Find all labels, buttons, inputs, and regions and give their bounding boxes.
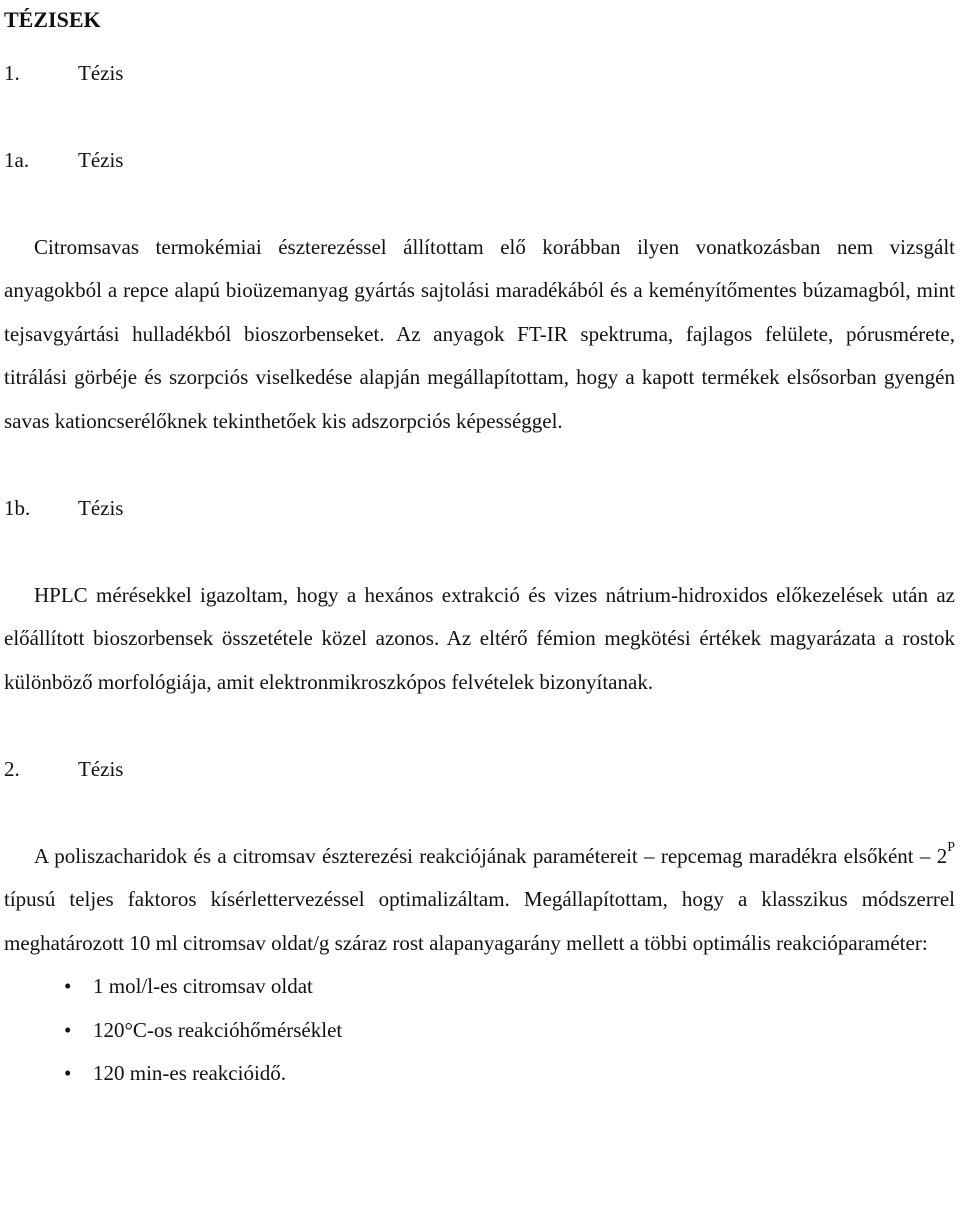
thesis-1-title <box>4 52 955 96</box>
list-item-text: 120 min-es reakcióidő. <box>93 1061 287 1085</box>
page-title: TÉZISEK <box>4 7 101 32</box>
thesis-number: 2. <box>4 756 20 781</box>
thesis-1a-title <box>4 139 955 183</box>
list-item <box>4 965 955 1009</box>
thesis-number: 1b. <box>4 495 31 520</box>
bullet-icon: • <box>64 974 72 998</box>
thesis-number: 1. <box>4 61 20 85</box>
thesis-number: 1a. <box>4 147 30 172</box>
list-item-text: 1 mol/l-es citromsav oldat <box>93 974 313 998</box>
thesis-1a-paragraph: Citromsavas termokémiai észterezéssel állítottam elő korábban ilyen vonatkozásban nem vizsgált anyagokból a repce alapú bioüzemanyag gyártás sajtolási maradékából és a keményítőmentes búzamagból, mint tejsavgyártási hulladékból bioszorbenseket. Az anyagok FT-IR spektruma, fajlagos felülete, pórusmérete, titrálási görbéje és szorpciós viselkedése alapján megállapítottam, hogy a kapott termékek elsősorban gyengén savas kationcserélőknek tekinthetőek kis adszorpciós képességgel. <box>4 234 955 433</box>
bullet-icon: • <box>64 1017 72 1042</box>
bullet-icon: • <box>64 1061 72 1085</box>
document-page <box>4 0 955 1096</box>
thesis-2-title <box>4 748 955 792</box>
thesis-label: Tézis <box>78 61 124 85</box>
thesis-2-paragraph <box>4 835 955 966</box>
list-item-text: 120°C-os reakcióhőmérséklet <box>93 1017 343 1042</box>
paragraph-text: A poliszacharidok és a citromsav észterezési reakciójának paramétereit – repcemag maradékra elsőként – 2 <box>34 843 948 868</box>
list-item <box>4 1009 955 1053</box>
paragraph-text: típusú teljes faktoros kísérlettervezéssel optimalizáltam. Megállapítottam, hogy a klasszikus módszerrel meghatározott 10 ml citromsav oldat/g száraz rost alapanyagarány mellett a többi optimális reakcióparaméter: <box>4 887 955 955</box>
thesis-label: Tézis <box>78 495 124 520</box>
parameter-list <box>4 965 955 1096</box>
thesis-1b-paragraph: HPLC mérésekkel igazoltam, hogy a hexános extrakció és vizes nátrium-hidroxidos előkezelések után az előállított bioszorbensek összetétele közel azonos. Az eltérő fémion megkötési értékek magyarázata a rostok különböző morfológiája, amit elektronmikroszkópos felvételek bizonyítanak. <box>4 582 955 694</box>
thesis-label: Tézis <box>78 147 124 172</box>
thesis-label: Tézis <box>78 756 124 781</box>
superscript: P <box>947 839 955 855</box>
list-item <box>4 1052 955 1096</box>
thesis-1b-title <box>4 487 955 531</box>
